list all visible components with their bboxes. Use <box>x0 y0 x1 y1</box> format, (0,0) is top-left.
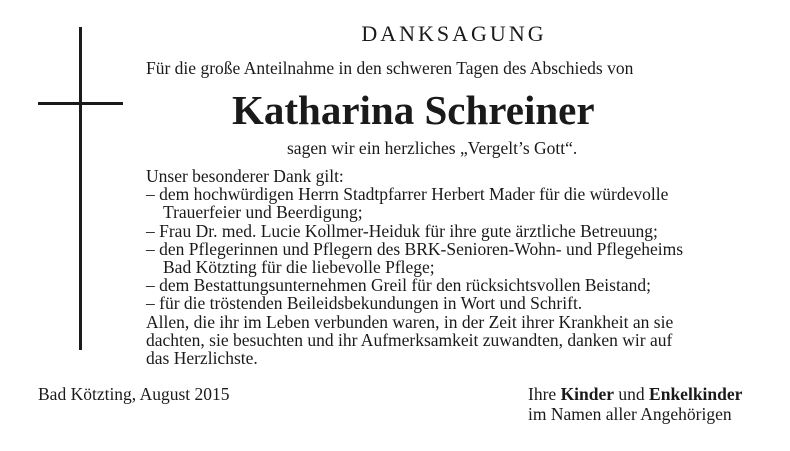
cross-horizontal-bar <box>38 102 123 105</box>
thanks-item: – dem hochwürdigen Herrn Stadtpfarrer Herbert Mader für die würdevolle <box>146 184 669 205</box>
signature-enkel: Enkelkinder <box>649 384 743 404</box>
thanks-item: – für die tröstenden Beileidsbekundungen in Wort und Schrift. <box>146 293 583 314</box>
deceased-name: Katharina Schreiner <box>232 87 595 133</box>
signature-line-1 <box>528 384 742 404</box>
special-thanks-intro: Unser besonderer Dank gilt: <box>146 166 344 186</box>
thanks-item: – den Pflegerinnen und Pflegern des BRK-Senioren-Wohn- und Pflegeheims <box>146 238 684 259</box>
signature-line-2: im Namen aller Angehörigen <box>528 404 732 424</box>
closing-line: das Herzlichste. <box>146 348 258 369</box>
signature-kinder: Kinder <box>560 384 615 404</box>
thanks-body <box>146 167 756 367</box>
closing-line: dachten, sie besuchten und ihr Aufmerksamkeit zuwandten, danken wir auf <box>146 329 673 350</box>
signature-block <box>528 384 742 424</box>
signature-und: und <box>618 384 645 404</box>
place-date: Bad Kötzting, August 2015 <box>38 384 230 404</box>
thanks-item: – dem Bestattungsunternehmen Greil für den rücksichtsvollen Beistand; <box>146 275 651 296</box>
thanks-item: – Frau Dr. med. Lucie Kollmer-Heiduk für ihre gute ärztliche Betreuung; <box>146 220 658 241</box>
thanks-item-continuation: Trauerfeier und Beerdigung; <box>163 202 363 223</box>
thanks-item-continuation: Bad Kötzting für die liebevolle Pflege; <box>163 257 435 278</box>
heading: DANKSAGUNG <box>361 21 547 46</box>
closing-line: Allen, die ihr im Leben verbunden waren, in der Zeit ihrer Krankheit an sie <box>146 311 674 332</box>
cross-vertical-bar <box>79 27 82 350</box>
thanks-line: sagen wir ein herzliches „Vergelt’s Gott“. <box>287 138 578 158</box>
intro-line: Für die große Anteilnahme in den schweren Tagen des Abschieds von <box>146 58 634 78</box>
signature-prefix: Ihre <box>528 384 557 404</box>
